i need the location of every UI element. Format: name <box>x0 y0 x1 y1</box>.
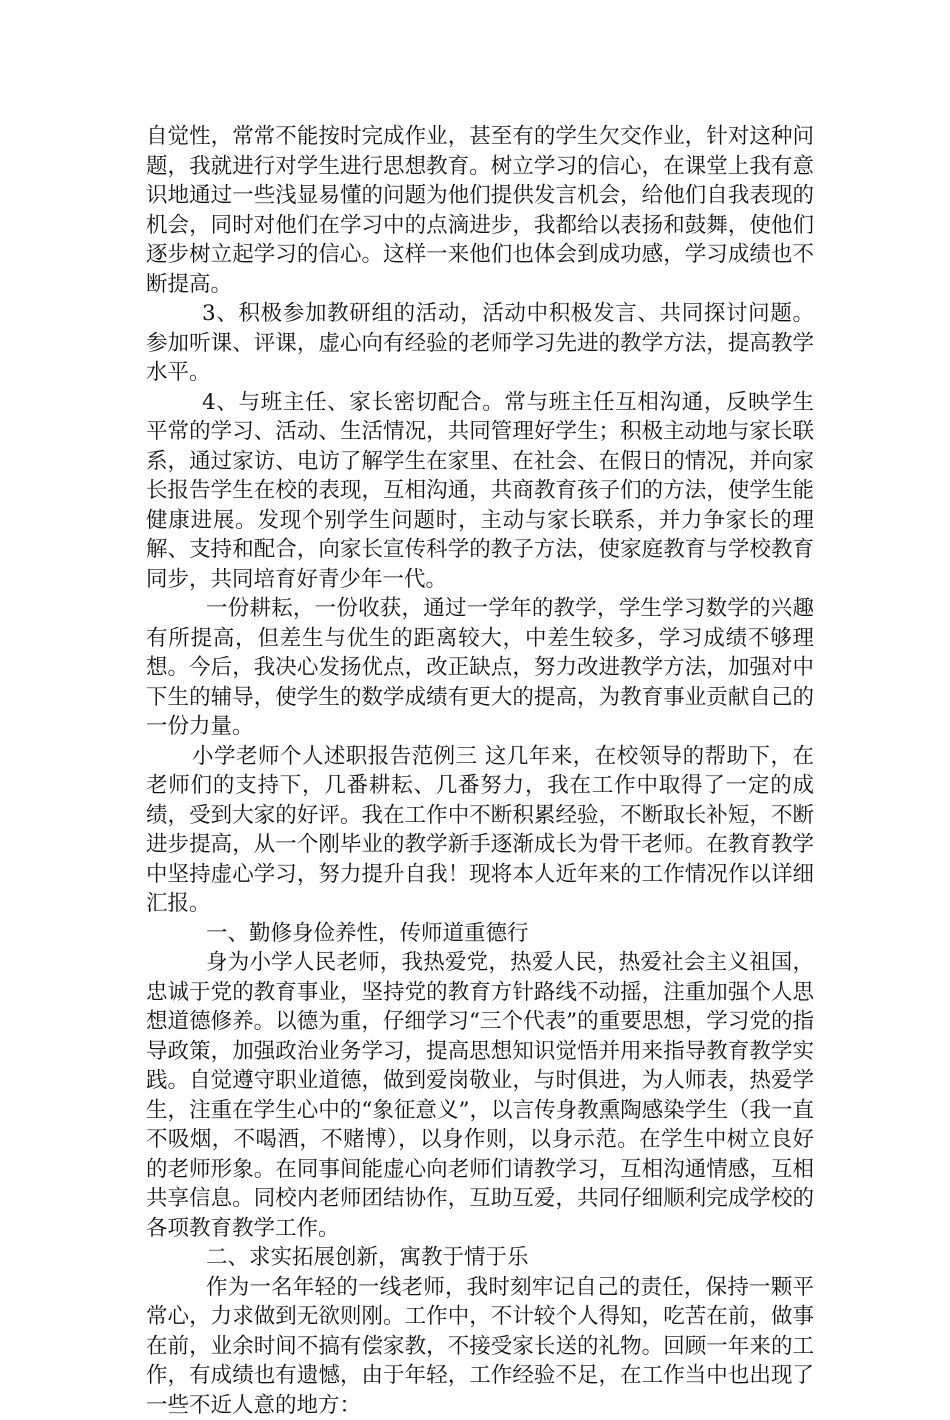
section-heading-two: 二、求实拓展创新，寓教于情于乐 <box>146 1243 814 1273</box>
paragraph-continuation: 自觉性，常常不能按时完成作业，甚至有的学生欠交作业，针对这种问题，我就进行对学生进行思想教育。树立学习的信心，在课堂上我有意识地通过一些浅显易懂的问题为他们提供发言机会，给他们自我表现的机会，同时对他们在学习中的点滴进步，我都给以表扬和鼓舞，使他们逐步树立起学习的信心。这样一来他们也体会到成功感，学习成绩也不断提高。 <box>146 122 814 299</box>
paragraph-section-one: 身为小学人民老师，我热爱党，热爱人民，热爱社会主义祖国，忠诚于党的教育事业，坚持党的教育方针路线不动摇，注重加强个人思想道德修养。以德为重，仔细学习“三个代表”的重要思想，学习党的指导政策，加强政治业务学习，提高思想知识觉悟并用来指导教育教学实践。自觉遵守职业道德，做到爱岗敬业，与时俱进，为人师表，热爱学生，注重在学生心中的“象征意义”，以言传身教熏陶感染学生（我一直不吸烟，不喝酒，不赌博），以身作则，以身示范。在学生中树立良好的老师形象。在同事间能虚心向老师们请教学习，互相沟通情感，互相共享信息。同校内老师团结协作，互助互爱，共同仔细顺利完成学校的各项教育教学工作。 <box>146 948 814 1243</box>
paragraph-example-three: 小学老师个人述职报告范例三 这几年来，在校领导的帮助下，在老师们的支持下，几番耕耘、几番努力，我在工作中取得了一定的成绩，受到大家的好评。我在工作中不断积累经验，不断取长补短，不断进步提高，从一个刚毕业的教学新手逐渐成长为骨干老师。在教育教学中坚持虚心学习，努力提升自我！现将本人近年来的工作情况作以详细汇报。 <box>146 742 814 919</box>
paragraph-summary: 一份耕耘，一份收获，通过一学年的教学，学生学习数学的兴趣有所提高，但差生与优生的距离较大，中差生较多，学习成绩不够理想。今后，我决心发扬优点，改正缺点，努力改进教学方法，加强对中下生的辅导，使学生的数学成绩有更大的提高，为教育事业贡献自己的一份力量。 <box>146 594 814 742</box>
document-body <box>146 122 814 1420</box>
paragraph-section-two: 作为一名年轻的一线老师，我时刻牢记自己的责任，保持一颗平常心，力求做到无欲则刚。工作中，不计较个人得知，吃苦在前，做事在前，业余时间不搞有偿家教，不接受家长送的礼物。回顾一年来的工作，有成绩也有遗憾，由于年轻，工作经验不足，在工作当中也出现了一些不近人意的地方： <box>146 1273 814 1420</box>
paragraph-item-3: 3、积极参加教研组的活动，活动中积极发言、共同探讨问题。参加听课、评课，虚心向有经验的老师学习先进的教学方法，提高教学水平。 <box>146 299 814 388</box>
section-heading-one: 一、勤修身俭养性，传师道重德行 <box>146 919 814 949</box>
paragraph-item-4: 4、与班主任、家长密切配合。常与班主任互相沟通，反映学生平常的学习、活动、生活情况，共同管理好学生；积极主动地与家长联系，通过家访、电访了解学生在家里、在社会、在假日的情况，并向家长报告学生在校的表现，互相沟通，共商教育孩子们的方法，使学生能健康进展。发现个别学生问题时，主动与家长联系，并力争家长的理解、支持和配合，向家长宣传科学的教子方法，使家庭教育与学校教育同步，共同培育好青少年一代。 <box>146 388 814 595</box>
